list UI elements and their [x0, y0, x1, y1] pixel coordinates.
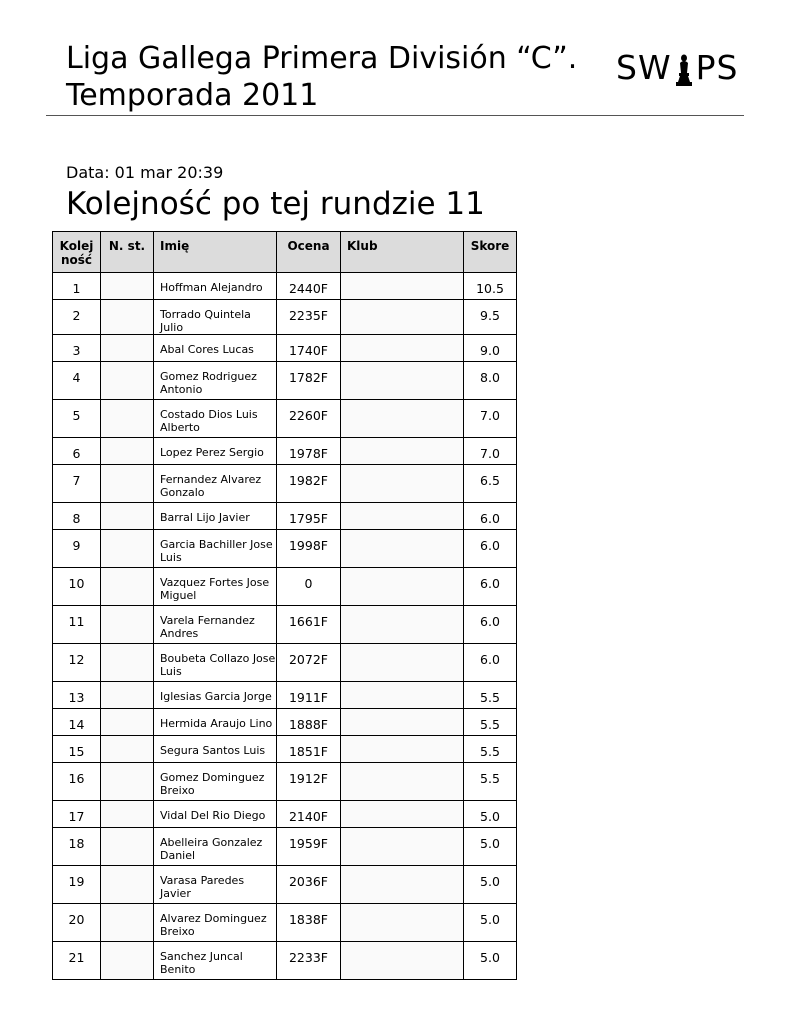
club-cell: [341, 942, 464, 980]
club-cell: [341, 335, 464, 362]
start-no-cell: [101, 568, 154, 606]
logo-text-right: PS: [695, 48, 739, 87]
club-cell: [341, 763, 464, 801]
rank-cell: 18: [53, 828, 101, 866]
rating-cell: 2233F: [277, 942, 341, 980]
club-cell: [341, 736, 464, 763]
rating-cell: 1661F: [277, 606, 341, 644]
rating-cell: 1978F: [277, 438, 341, 465]
table-row: [53, 300, 517, 335]
score-cell: 5.0: [464, 904, 517, 942]
date-line: Data: 01 mar 20:39: [66, 163, 224, 182]
rating-cell: 1851F: [277, 736, 341, 763]
score-cell: 5.0: [464, 942, 517, 980]
club-cell: [341, 362, 464, 400]
club-cell: [341, 828, 464, 866]
score-cell: 6.0: [464, 606, 517, 644]
rating-cell: 2072F: [277, 644, 341, 682]
table-row: [53, 465, 517, 503]
start-no-cell: [101, 828, 154, 866]
rank-cell: 21: [53, 942, 101, 980]
score-cell: 9.0: [464, 335, 517, 362]
table-row: [53, 606, 517, 644]
score-cell: 5.5: [464, 763, 517, 801]
start-no-cell: [101, 438, 154, 465]
rank-cell: 1: [53, 273, 101, 300]
header-name: Imię: [154, 232, 277, 273]
rank-cell: 12: [53, 644, 101, 682]
score-cell: 7.0: [464, 400, 517, 438]
season-title: Temporada 2011: [66, 78, 319, 113]
player-name-cell: Barral Lijo Javier: [154, 503, 277, 530]
rating-cell: 2036F: [277, 866, 341, 904]
score-cell: 5.0: [464, 801, 517, 828]
start-no-cell: [101, 503, 154, 530]
rank-cell: 16: [53, 763, 101, 801]
club-cell: [341, 300, 464, 335]
table-row: [53, 866, 517, 904]
club-cell: [341, 400, 464, 438]
club-cell: [341, 644, 464, 682]
header-rank: Kolej ność: [53, 232, 101, 273]
score-cell: 8.0: [464, 362, 517, 400]
logo-text-left: SW: [616, 48, 672, 87]
header-start-no: N. st.: [101, 232, 154, 273]
rating-cell: 1959F: [277, 828, 341, 866]
rank-cell: 19: [53, 866, 101, 904]
club-cell: [341, 438, 464, 465]
rank-cell: 4: [53, 362, 101, 400]
club-cell: [341, 866, 464, 904]
club-cell: [341, 273, 464, 300]
start-no-cell: [101, 335, 154, 362]
header-score: Skore: [464, 232, 517, 273]
rank-cell: 15: [53, 736, 101, 763]
table-row: [53, 503, 517, 530]
club-cell: [341, 503, 464, 530]
rank-cell: 6: [53, 438, 101, 465]
score-cell: 5.5: [464, 682, 517, 709]
player-name-cell: Varela Fernandez Andres: [154, 606, 277, 644]
score-cell: 9.5: [464, 300, 517, 335]
start-no-cell: [101, 465, 154, 503]
table-row: [53, 709, 517, 736]
table-row: [53, 763, 517, 801]
club-cell: [341, 568, 464, 606]
rating-cell: 1888F: [277, 709, 341, 736]
table-row: [53, 942, 517, 980]
start-no-cell: [101, 300, 154, 335]
player-name-cell: Gomez Dominguez Breixo: [154, 763, 277, 801]
rank-cell: 7: [53, 465, 101, 503]
player-name-cell: Vidal Del Rio Diego: [154, 801, 277, 828]
rating-cell: 1998F: [277, 530, 341, 568]
score-cell: 10.5: [464, 273, 517, 300]
rank-cell: 9: [53, 530, 101, 568]
club-cell: [341, 465, 464, 503]
player-name-cell: Boubeta Collazo Jose Luis: [154, 644, 277, 682]
score-cell: 5.0: [464, 828, 517, 866]
table-row: [53, 438, 517, 465]
start-no-cell: [101, 866, 154, 904]
rank-cell: 14: [53, 709, 101, 736]
start-no-cell: [101, 736, 154, 763]
table-row: [53, 828, 517, 866]
player-name-cell: Iglesias Garcia Jorge: [154, 682, 277, 709]
rating-cell: 2235F: [277, 300, 341, 335]
league-title: Liga Gallega Primera División “C”.: [66, 41, 578, 76]
header-rating: Ocena: [277, 232, 341, 273]
header-divider: [46, 115, 744, 116]
player-name-cell: Varasa Paredes Javier: [154, 866, 277, 904]
score-cell: 6.0: [464, 568, 517, 606]
club-cell: [341, 682, 464, 709]
score-cell: 6.0: [464, 644, 517, 682]
player-name-cell: Hermida Araujo Lino: [154, 709, 277, 736]
rating-cell: 1838F: [277, 904, 341, 942]
start-no-cell: [101, 682, 154, 709]
table-row: [53, 568, 517, 606]
swips-logo: [616, 48, 738, 87]
player-name-cell: Vazquez Fortes Jose Miguel: [154, 568, 277, 606]
page-header: [66, 40, 626, 114]
standings-table: [52, 231, 517, 980]
table-row: [53, 644, 517, 682]
start-no-cell: [101, 606, 154, 644]
start-no-cell: [101, 709, 154, 736]
player-name-cell: Gomez Rodriguez Antonio: [154, 362, 277, 400]
start-no-cell: [101, 942, 154, 980]
rank-cell: 13: [53, 682, 101, 709]
rank-cell: 11: [53, 606, 101, 644]
start-no-cell: [101, 273, 154, 300]
table-row: [53, 400, 517, 438]
start-no-cell: [101, 904, 154, 942]
start-no-cell: [101, 530, 154, 568]
table-row: [53, 362, 517, 400]
player-name-cell: Lopez Perez Sergio: [154, 438, 277, 465]
player-name-cell: Fernandez Alvarez Gonzalo: [154, 465, 277, 503]
club-cell: [341, 801, 464, 828]
player-name-cell: Sanchez Juncal Benito: [154, 942, 277, 980]
rank-cell: 8: [53, 503, 101, 530]
start-no-cell: [101, 400, 154, 438]
table-row: [53, 904, 517, 942]
rating-cell: 1982F: [277, 465, 341, 503]
table-row: [53, 682, 517, 709]
score-cell: 6.5: [464, 465, 517, 503]
rank-cell: 2: [53, 300, 101, 335]
rating-cell: 1911F: [277, 682, 341, 709]
table-row: [53, 801, 517, 828]
table-row: [53, 335, 517, 362]
rank-cell: 5: [53, 400, 101, 438]
rank-cell: 20: [53, 904, 101, 942]
chess-bishop-icon: [673, 53, 695, 87]
player-name-cell: Alvarez Dominguez Breixo: [154, 904, 277, 942]
score-cell: 5.0: [464, 866, 517, 904]
table-header-row: [53, 232, 517, 273]
rating-cell: 1795F: [277, 503, 341, 530]
club-cell: [341, 904, 464, 942]
club-cell: [341, 709, 464, 736]
score-cell: 5.5: [464, 736, 517, 763]
table-row: [53, 736, 517, 763]
rating-cell: 1912F: [277, 763, 341, 801]
rating-cell: 2140F: [277, 801, 341, 828]
player-name-cell: Abal Cores Lucas: [154, 335, 277, 362]
score-cell: 7.0: [464, 438, 517, 465]
rating-cell: 1782F: [277, 362, 341, 400]
club-cell: [341, 606, 464, 644]
rank-cell: 10: [53, 568, 101, 606]
player-name-cell: Costado Dios Luis Alberto: [154, 400, 277, 438]
score-cell: 6.0: [464, 503, 517, 530]
start-no-cell: [101, 763, 154, 801]
rating-cell: 2440F: [277, 273, 341, 300]
player-name-cell: Garcia Bachiller Jose Luis: [154, 530, 277, 568]
player-name-cell: Abelleira Gonzalez Daniel: [154, 828, 277, 866]
rank-cell: 17: [53, 801, 101, 828]
start-no-cell: [101, 362, 154, 400]
table-row: [53, 273, 517, 300]
player-name-cell: Segura Santos Luis: [154, 736, 277, 763]
player-name-cell: Hoffman Alejandro: [154, 273, 277, 300]
header-club: Klub: [341, 232, 464, 273]
table-row: [53, 530, 517, 568]
rating-cell: 0: [277, 568, 341, 606]
start-no-cell: [101, 644, 154, 682]
rating-cell: 2260F: [277, 400, 341, 438]
player-name-cell: Torrado Quintela Julio: [154, 300, 277, 335]
round-title: Kolejność po tej rundzie 11: [66, 186, 485, 222]
rank-cell: 3: [53, 335, 101, 362]
score-cell: 6.0: [464, 530, 517, 568]
rating-cell: 1740F: [277, 335, 341, 362]
club-cell: [341, 530, 464, 568]
score-cell: 5.5: [464, 709, 517, 736]
start-no-cell: [101, 801, 154, 828]
